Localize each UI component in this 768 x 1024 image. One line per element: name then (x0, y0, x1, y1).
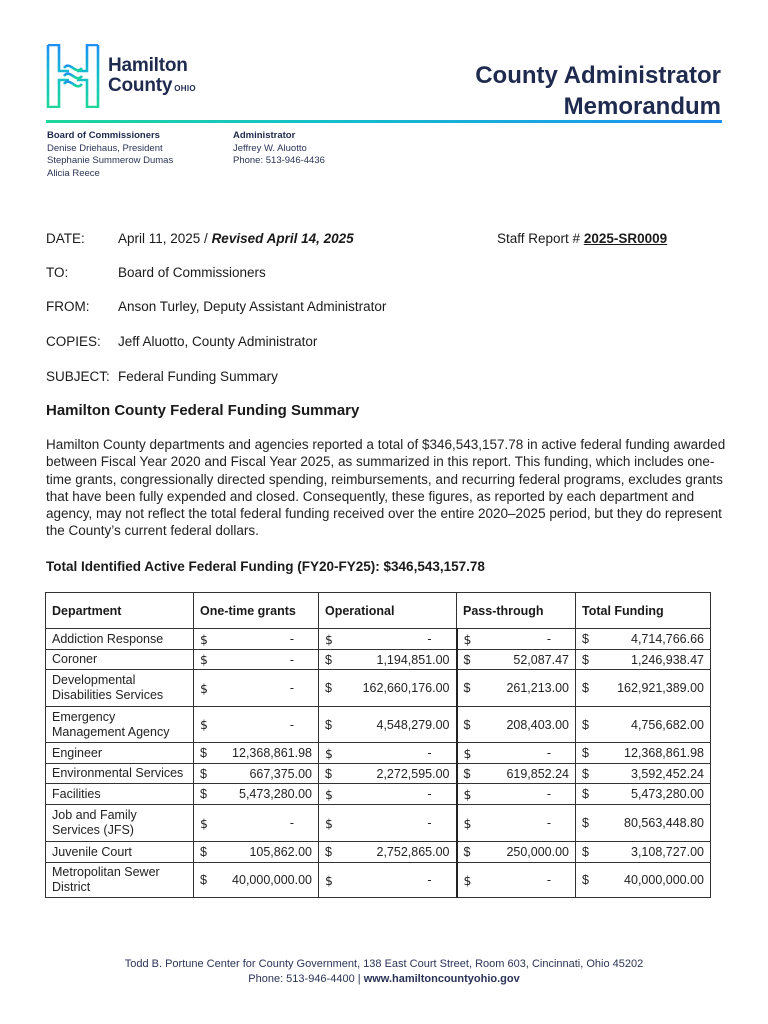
board-member: Alicia Reece (47, 167, 100, 179)
cell-pass-through (457, 805, 576, 842)
memo-date (46, 231, 354, 246)
currency-symbol: $ (463, 631, 472, 647)
amount-value: - (289, 816, 294, 830)
column-header-department: Department (46, 593, 194, 629)
cell-pass-through (457, 764, 576, 784)
table-row (46, 863, 711, 898)
currency-symbol: $ (463, 766, 471, 781)
cell-department: Facilities (46, 784, 194, 805)
staff-report-number: 2025-SR0009 (583, 231, 668, 246)
summary-paragraph: Hamilton County departments and agencies reported a total of $346,543,157.78 in active federal funding awarded between Fiscal Year 2020 and Fiscal Year 2025, as summarized in this report. This funding, which includes one-time grants, congressionally directed spending, reimbursements, and recurring federal programs, excludes grants that have been fully expended and closed. Consequently, these figures, as reported by each department and agency, may not reflect the total federal funding received over the entire 2020–2025 period, but they do represent the County’s current federal dollars. (46, 437, 726, 539)
currency-symbol: $ (582, 632, 589, 646)
cell-one-time (194, 805, 319, 842)
amount-value: - (546, 787, 551, 801)
cell-one-time (194, 670, 319, 707)
currency-symbol: $ (200, 787, 207, 801)
currency-symbol: $ (325, 745, 333, 761)
board-of-commissioners (47, 130, 173, 180)
board-member: Denise Driehaus, President (47, 142, 163, 154)
currency-symbol: $ (200, 680, 208, 696)
memo-title (475, 60, 721, 122)
amount-value: 261,213.00 (506, 681, 569, 695)
cell-total (576, 650, 711, 670)
cell-department: Emergency Management Agency (46, 707, 194, 743)
section-title: Hamilton County Federal Funding Summary (46, 402, 360, 419)
memo-to (46, 265, 266, 280)
administrator-phone: Phone: 513-946-4436 (233, 155, 325, 166)
header-divider (46, 120, 722, 123)
cell-pass-through (457, 743, 576, 764)
currency-symbol: $ (463, 872, 472, 888)
total-funding-line: Total Identified Active Federal Funding (FY20-FY25): $346,543,157.78 (46, 559, 485, 574)
amount-value: 3,592,452.24 (631, 766, 704, 781)
amount-value: 52,087.47 (513, 652, 569, 667)
amount-value: 162,921,389.00 (617, 681, 704, 695)
column-header-operational: Operational (319, 593, 457, 629)
logo-line2: County (108, 75, 173, 96)
board-heading: Board of Commissioners (47, 130, 160, 141)
currency-symbol: $ (582, 717, 589, 732)
cell-operational (319, 629, 457, 650)
logo-state: OHIO (174, 84, 196, 93)
footer-website-link[interactable]: www.hamiltoncountyohio.gov (363, 973, 520, 985)
amount-value: 1,194,851.00 (376, 652, 450, 667)
currency-symbol: $ (200, 873, 207, 887)
cell-pass-through (457, 863, 576, 898)
amount-value: - (427, 746, 432, 760)
cell-department: Developmental Disabilities Services (46, 670, 194, 707)
footer-address: Todd B. Portune Center for County Government, 138 East Court Street, Room 603, Cincinnati, Ohio 45202 (124, 958, 644, 970)
cell-operational (319, 743, 457, 764)
amount-value: 4,756,682.00 (631, 717, 704, 732)
cell-pass-through (457, 650, 576, 670)
cell-pass-through (457, 670, 576, 707)
staff-report (497, 231, 667, 246)
currency-symbol: $ (325, 652, 332, 667)
cell-department: Addiction Response (46, 629, 194, 650)
footer (0, 957, 768, 987)
currency-symbol: $ (200, 766, 207, 781)
column-header-one-time-grants: One-time grants (194, 593, 319, 629)
currency-symbol: $ (325, 815, 333, 831)
currency-symbol: $ (463, 745, 472, 761)
currency-symbol: $ (582, 873, 589, 887)
table-row (46, 764, 711, 784)
cell-operational (319, 650, 457, 670)
administrator-block (233, 130, 325, 168)
currency-symbol: $ (325, 717, 332, 732)
cell-pass-through (457, 842, 576, 863)
cell-department: Engineer (46, 743, 194, 764)
currency-symbol: $ (463, 652, 471, 667)
amount-value: 162,660,176.00 (362, 681, 450, 695)
currency-symbol: $ (582, 681, 589, 695)
cell-department: Job and Family Services (JFS) (46, 805, 194, 842)
currency-symbol: $ (325, 872, 333, 888)
footer-phone: Phone: 513-946-4400 (248, 973, 355, 985)
currency-symbol: $ (463, 845, 471, 859)
cell-department: Environmental Services (46, 764, 194, 784)
from-label: FROM: (46, 299, 90, 314)
federal-funding-table (45, 592, 711, 898)
amount-value: - (427, 816, 432, 830)
column-header-total-funding: Total Funding (576, 593, 711, 629)
currency-symbol: $ (582, 746, 589, 760)
administrator-heading: Administrator (233, 130, 296, 141)
amount-value: - (546, 873, 551, 887)
cell-operational (319, 863, 457, 898)
memo-subject (46, 369, 278, 384)
amount-value: - (546, 816, 551, 830)
cell-total (576, 784, 711, 805)
memo-from (46, 299, 386, 314)
amount-value: 4,548,279.00 (376, 717, 450, 732)
cell-one-time (194, 842, 319, 863)
table-row (46, 784, 711, 805)
amount-value: 5,473,280.00 (631, 787, 704, 801)
amount-value: - (289, 652, 294, 667)
amount-value: - (289, 717, 294, 732)
amount-value: 1,246,938.47 (631, 652, 704, 667)
from-value: Anson Turley, Deputy Assistant Administrator (118, 299, 387, 314)
amount-value: - (546, 632, 551, 646)
amount-value: 667,375.00 (249, 766, 312, 781)
amount-value: 208,403.00 (506, 717, 569, 732)
amount-value: 40,000,000.00 (232, 873, 312, 887)
currency-symbol: $ (325, 845, 332, 859)
currency-symbol: $ (200, 631, 208, 647)
cell-pass-through (457, 784, 576, 805)
amount-value: 4,714,766.66 (631, 632, 704, 646)
amount-value: 40,000,000.00 (624, 873, 704, 887)
cell-one-time (194, 629, 319, 650)
currency-symbol: $ (200, 815, 208, 831)
amount-value: 80,563,448.80 (624, 816, 704, 830)
amount-value: 2,272,595.00 (376, 766, 450, 781)
to-label: TO: (46, 265, 69, 280)
table-row (46, 842, 711, 863)
cell-total (576, 707, 711, 743)
cell-total (576, 670, 711, 707)
amount-value: - (546, 746, 551, 760)
currency-symbol: $ (582, 652, 589, 667)
table-row (46, 707, 711, 743)
cell-total (576, 764, 711, 784)
table-header-row (46, 593, 711, 629)
staff-report-label: Staff Report # (497, 231, 584, 246)
cell-department: Coroner (46, 650, 194, 670)
cell-one-time (194, 743, 319, 764)
amount-value: - (427, 873, 432, 887)
table-row (46, 743, 711, 764)
cell-total (576, 629, 711, 650)
cell-operational (319, 707, 457, 743)
currency-symbol: $ (200, 717, 208, 732)
cell-one-time (194, 764, 319, 784)
column-header-pass-through: Pass-through (457, 593, 576, 629)
copies-label: COPIES: (46, 334, 101, 349)
copies-value: Jeff Aluotto, County Administrator (118, 334, 318, 349)
currency-symbol: $ (200, 652, 208, 667)
amount-value: - (289, 681, 294, 695)
cell-total (576, 743, 711, 764)
cell-operational (319, 842, 457, 863)
to-value: Board of Commissioners (118, 265, 266, 280)
currency-symbol: $ (463, 681, 471, 695)
currency-symbol: $ (463, 717, 471, 732)
revised-date: Revised April 14, 2025 (211, 231, 354, 246)
title-line2: Memorandum (563, 93, 721, 120)
currency-symbol: $ (200, 746, 207, 760)
administrator-name: Jeffrey W. Aluotto (233, 142, 307, 154)
cell-total (576, 863, 711, 898)
date-value: April 11, 2025 / (118, 231, 212, 246)
table-row (46, 629, 711, 650)
logo-line1: Hamilton (108, 55, 188, 76)
currency-symbol: $ (582, 766, 589, 781)
cell-pass-through (457, 629, 576, 650)
amount-value: 12,368,861.98 (232, 746, 312, 760)
board-member: Stephanie Summerow Dumas (47, 155, 174, 166)
date-label: DATE: (46, 231, 85, 246)
currency-symbol: $ (582, 787, 589, 801)
currency-symbol: $ (325, 681, 332, 695)
currency-symbol: $ (582, 816, 589, 830)
table-row (46, 670, 711, 707)
amount-value: 250,000.00 (506, 845, 569, 859)
currency-symbol: $ (463, 786, 472, 802)
amount-value: - (427, 787, 432, 801)
memo-copies (46, 334, 317, 349)
amount-value: 619,852.24 (506, 766, 569, 781)
subject-value: Federal Funding Summary (118, 369, 278, 384)
cell-one-time (194, 863, 319, 898)
logo-wordmark (108, 56, 196, 99)
table-row (46, 805, 711, 842)
cell-operational (319, 784, 457, 805)
cell-one-time (194, 650, 319, 670)
amount-value: 12,368,861.98 (624, 746, 704, 760)
amount-value: 105,862.00 (249, 845, 312, 859)
amount-value: - (427, 632, 432, 646)
cell-operational (319, 670, 457, 707)
title-line1: County Administrator (475, 62, 721, 89)
cell-one-time (194, 784, 319, 805)
table-row (46, 650, 711, 670)
currency-symbol: $ (325, 766, 332, 781)
currency-symbol: $ (463, 815, 472, 831)
cell-one-time (194, 707, 319, 743)
cell-department: Metropolitan Sewer District (46, 863, 194, 898)
currency-symbol: $ (325, 631, 333, 647)
cell-total (576, 842, 711, 863)
hamilton-h-logo-icon (46, 44, 100, 108)
footer-separator: | (354, 973, 364, 985)
currency-symbol: $ (325, 786, 333, 802)
currency-symbol: $ (200, 845, 207, 859)
cell-total (576, 805, 711, 842)
cell-pass-through (457, 707, 576, 743)
subject-label: SUBJECT: (46, 369, 110, 384)
currency-symbol: $ (582, 845, 589, 859)
cell-operational (319, 805, 457, 842)
amount-value: 2,752,865.00 (376, 845, 450, 859)
cell-operational (319, 764, 457, 784)
amount-value: 5,473,280.00 (239, 787, 312, 801)
amount-value: 3,108,727.00 (631, 845, 704, 859)
amount-value: - (289, 632, 294, 646)
cell-department: Juvenile Court (46, 842, 194, 863)
